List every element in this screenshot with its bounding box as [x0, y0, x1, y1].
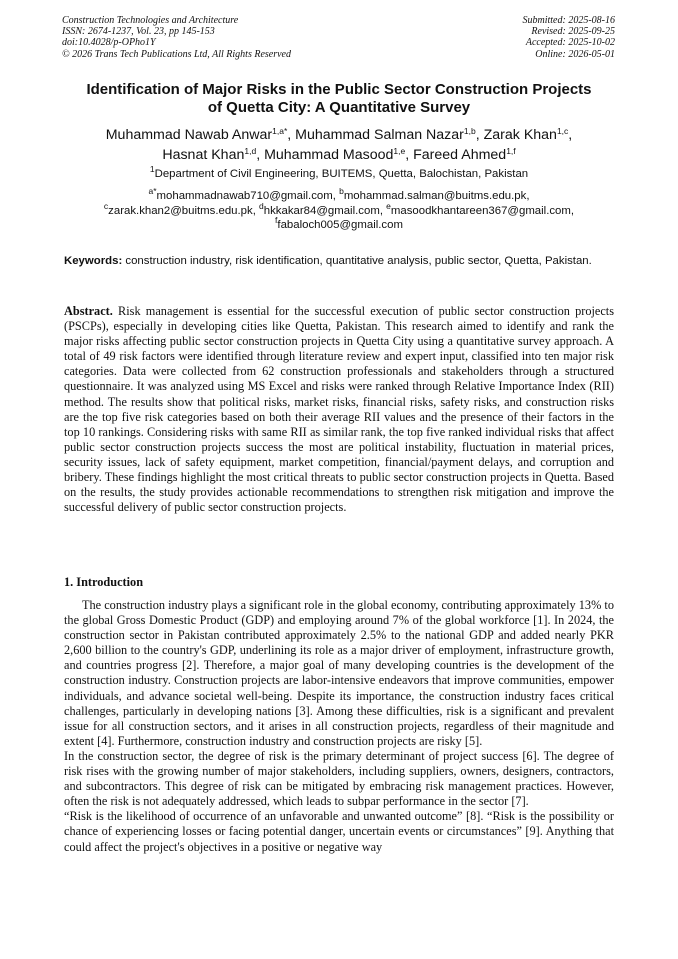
abstract	[64, 304, 614, 515]
keywords	[64, 254, 613, 268]
keywords-label: Keywords:	[64, 255, 123, 267]
author-sep: ,	[475, 127, 484, 143]
author-sep: ,	[568, 127, 573, 143]
email-link[interactable]: mohammad.salman@buitms.edu.pk	[343, 190, 527, 202]
email-sep: ,	[526, 190, 530, 202]
email-sep: ,	[570, 204, 575, 217]
author-name: Fareed Ahmed	[413, 147, 507, 163]
author-sep: ,	[287, 127, 296, 143]
author-name: Muhammad Masood	[264, 147, 394, 163]
accepted-date: Accepted: 2025-10-02	[525, 37, 615, 49]
title-line-1: Identification of Major Risks in the Public Sector Construction Projects	[86, 81, 592, 98]
revised-date: Revised: 2025-09-25	[531, 26, 615, 38]
section-heading: 1. Introduction	[64, 575, 144, 589]
email-sup: b	[339, 186, 344, 196]
author-name: Muhammad Salman Nazar	[295, 127, 464, 143]
affiliation	[40, 164, 638, 181]
journal-doi: doi:10.4028/p-OPho1Y	[62, 37, 156, 49]
email-sep: ,	[332, 190, 340, 202]
journal-name: Construction Technologies and Architecture	[62, 15, 239, 26]
email-link[interactable]: masoodkhantareen367@gmail.com	[390, 204, 571, 217]
author-sep: ,	[256, 147, 265, 163]
author-sup: 1,d	[244, 146, 257, 156]
journal-header	[62, 15, 291, 60]
author-name: Hasnat Khan	[162, 147, 245, 163]
intro-paragraph: “Risk is the likelihood of occurrence of an unfavorable and unwanted outcome” [8]. “Risk is the possibility or chance of experiencing losses or facing potential danger, uncertain events or circumstances” [9]. Anything that could affect the project's objectives in a positive or negative way	[64, 809, 614, 854]
email-sep: ,	[252, 204, 260, 217]
email-line-2	[40, 200, 638, 219]
author-list	[40, 125, 638, 165]
author-name: Muhammad Nawab Anwar	[105, 127, 273, 143]
online-date: Online: 2026-05-01	[535, 48, 615, 60]
email-line-3	[40, 215, 638, 233]
author-sup: 1,c	[556, 126, 569, 136]
author-sep: ,	[405, 147, 414, 163]
title-line-2: of Quetta City: A Quantitative Survey	[207, 99, 471, 116]
email-sup: e	[386, 200, 391, 211]
email-sup: a*	[148, 186, 157, 196]
author-line-1	[40, 125, 638, 145]
author-sup: 1,e	[393, 146, 406, 156]
email-link[interactable]: zarak.khan2@buitms.edu.pk	[108, 204, 253, 217]
keywords-text: construction industry, risk identification, quantitative analysis, public sector, Quetta, Pakistan.	[125, 255, 592, 267]
email-list	[40, 186, 638, 233]
author-sup: 1,f	[506, 146, 516, 156]
journal-copyright: © 2026 Trans Tech Publications Ltd, All Rights Reserved	[62, 48, 291, 60]
affiliation-text: Department of Civil Engineering, BUITEMS, Quetta, Balochistan, Pakistan	[154, 168, 529, 180]
email-link[interactable]: hkkakar84@gmail.com	[263, 204, 380, 217]
author-sup: 1,a*	[272, 126, 288, 136]
email-sup: d	[259, 200, 264, 211]
email-sep: ,	[379, 204, 387, 217]
abstract-text: Risk management is essential for the successful execution of public sector construction projects (PSCPs), especially in developing cities like Quetta, Pakistan. This research aimed to identify and rank the major risks affecting public sector construction projects in Quetta City using a quantitative survey approach. A total of 49 risk factors were identified through literature review and expert input, classified into ten major risk categories. Data were collected from 62 construction professionals and stakeholders through a structured questionnaire. It was analyzed using MS Excel and risks were ranked through Relative Importance Index (RII) method. The results show that political risks, market risks, financial risks, safety risks, and construction risks are the top five risk categories based on both their average RII values and the presence of their factors in the top 10 rankings. Considering risks with same RII as similar rank, the top five ranked individual risks that affect public sector construction projects success the most are political instability, fluctuation in material prices, security issues, lack of safety equipment, market competition, financial/payment delays, and corruption and bribery. These findings highlight the most critical threats to public sector construction projects in Quetta. Based on the results, the study provides actionable recommendations to strengthen risk mitigation and improve the successful delivery of public sector construction projects.	[64, 304, 614, 515]
abstract-label: Abstract.	[64, 304, 113, 318]
intro-paragraph: In the construction sector, the degree of risk is the primary determinant of project success [6]. The degree of risk rises with the growing number of major stakeholders, including suppliers, owners, designers, contractors, and subcontractors. This degree of risk can be mitigated by embracing risk management practices. However, often the risk is not adequately addressed, which leads to subpar performance in the sector [7].	[64, 748, 614, 809]
author-line-2	[40, 145, 638, 165]
submitted-date: Submitted: 2025-08-16	[522, 15, 615, 26]
email-link[interactable]: mohammadnawab710@gmail.com	[156, 190, 333, 202]
email-line-1	[40, 186, 638, 204]
author-name: Zarak Khan	[483, 127, 557, 143]
journal-issn: ISSN: 2674-1237, Vol. 23, pp 145-153	[62, 26, 215, 38]
intro-paragraph: The construction industry plays a significant role in the global economy, contributing approximately 13% to the global Gross Domestic Product (GDP) and employing around 7% of the global workforce [1]. In 2024, the construction sector in Pakistan contributed approximately 2.5% to the national GDP and added nearly PKR 2,600 billion to the country's GDP, underlining its role as a major driver of employment, infrastructure growth, and countries progress [2]. Therefore, a major goal of many developing countries is the development of the construction industry. Construction projects are labor-intensive endeavors that improve communities, empower individuals, and advance societal well-being. Despite its importance, the construction industry faces critical challenges, particularly in developing nations [3]. Among these difficulties, risk is a significant and prevalent issue for all construction sectors, and it arises in all construction projects, regardless of their magnitude and extent [4]. Furthermore, construction industry and construction projects are risky [5].	[64, 598, 614, 748]
author-sup: 1,b	[463, 126, 476, 136]
email-sup: c	[103, 200, 109, 211]
dates-header	[523, 15, 616, 60]
email-sup: f	[275, 215, 278, 226]
email-link[interactable]: fabaloch005@gmail.com	[277, 219, 403, 232]
paper-title	[40, 81, 638, 117]
affiliation-sup: 1	[149, 164, 155, 174]
introduction-body	[64, 598, 614, 855]
